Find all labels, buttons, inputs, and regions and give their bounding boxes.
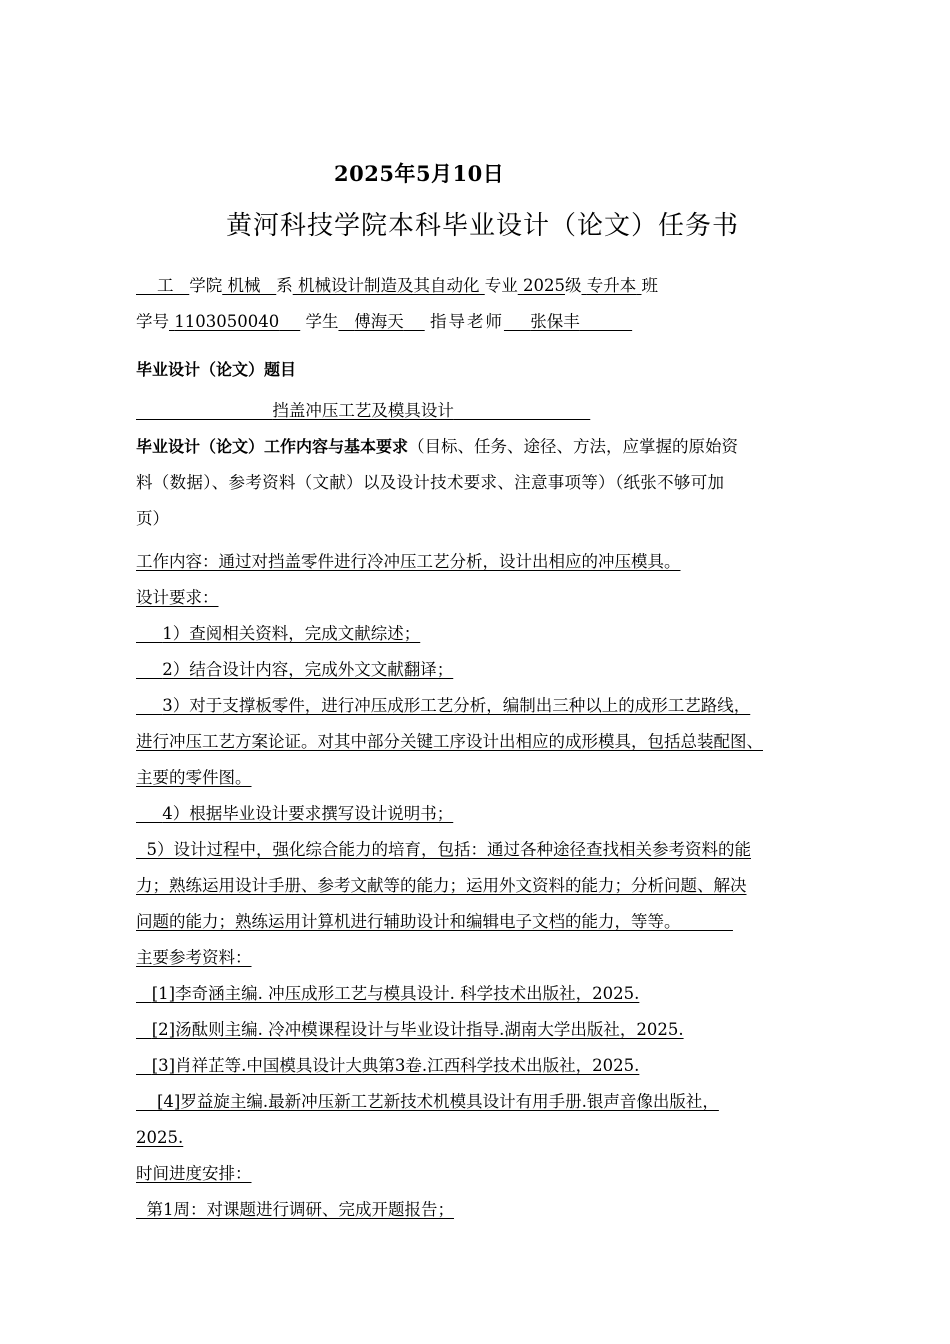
advisor-label: 指导老师 [429,312,504,331]
req-item-5-line-2: 力；熟练运用设计手册、参考文献等的能力；运用外文资料的能力；分析问题、解决 [136,876,747,895]
student-id-value: 1103050040 [174,312,280,331]
topic-line [136,400,590,422]
req-item-4: 4）根据毕业设计要求撰写设计说明书； [162,804,454,823]
reference-4-line-2: 2025. [136,1128,184,1147]
req-item-3-line-1: 3）对于支撑板零件，进行冲压成形工艺分析，编制出三种以上的成形工艺路线， [162,696,751,715]
req-item-1: 1）查阅相关资料，完成文献综述； [162,624,421,643]
advisor-name-value: 张保丰 [530,312,580,331]
grade-value: 2025 [522,276,565,295]
major-value: 机械设计制造及其自动化 [297,276,480,295]
document-date: 2025年5月10日 [334,161,505,186]
schedule-week-1: 第1周：对课题进行调研、完成开题报告； [146,1200,454,1219]
requirements-intro-line-3: 页） [136,509,169,528]
reference-4-line-1: [4]罗益旋主编.最新冲压新工艺新技术机模具设计有用手册.银声音像出版社， [156,1092,719,1111]
grade-label: 级 [564,276,582,295]
department-value: 机械 [227,276,261,295]
department-label: 系 [276,276,293,295]
work-content: 工作内容：通过对挡盖零件进行冷冲压工艺分析，设计出相应的冲压模具。 [136,552,681,571]
reference-2: [2]汤酞则主编. 冷冲模课程设计与毕业设计指导.湖南大学出版社，2025. [151,1020,684,1039]
college-label: 学院 [189,276,223,295]
class-value: 专升本 [586,276,637,295]
references-label: 主要参考资料： [136,948,252,967]
college-value: 工 [156,276,174,295]
student-label: 学生 [305,312,339,331]
student-id-label: 学号 [136,312,169,331]
req-item-5-line-3: 问题的能力；熟练运用计算机进行辅助设计和编辑电子文档的能力，等等。 [136,912,681,931]
design-req-label: 设计要求： [136,588,219,607]
requirements-intro-line-2: 料（数据）、参考资料（文献）以及设计技术要求、注意事项等）（纸张不够可加 [136,473,725,492]
schedule-label: 时间进度安排： [136,1164,252,1183]
requirements-intro-heading: 毕业设计（论文）工作内容与基本要求 [136,437,409,456]
reference-3: [3]肖祥芷等.中国模具设计大典第3卷.江西科学技术出版社，2025. [151,1056,640,1075]
requirements-intro-text-1: （目标、任务、途径、方法，应掌握的原始资 [408,437,739,456]
major-label: 专业 [484,276,518,295]
document-title: 黄河科技学院本科毕业设计（论文）任务书 [226,211,740,241]
class-label: 班 [641,276,658,295]
reference-1: [1]李奇涵主编. 冲压成形工艺与模具设计. 科学技术出版社，2025. [151,984,640,1003]
info-line-student [136,311,632,333]
topic-heading: 毕业设计（论文）题目 [136,360,297,379]
topic-value: 挡盖冲压工艺及模具设计 [272,401,454,420]
req-item-2: 2）结合设计内容，完成外文文献翻译； [162,660,454,679]
req-item-3-line-3: 主要的零件图。 [136,768,252,787]
req-item-5-line-1: 5）设计过程中，强化综合能力的培育，包括：通过各种途径查找相关参考资料的能 [146,840,751,859]
info-line-college [136,275,658,297]
student-name-value: 傅海天 [354,312,404,331]
req-item-3-line-2: 进行冲压工艺方案论证。对其中部分关键工序设计出相应的成形模具，包括总装配图、 [136,732,763,751]
requirements-intro-line-1 [136,436,738,458]
